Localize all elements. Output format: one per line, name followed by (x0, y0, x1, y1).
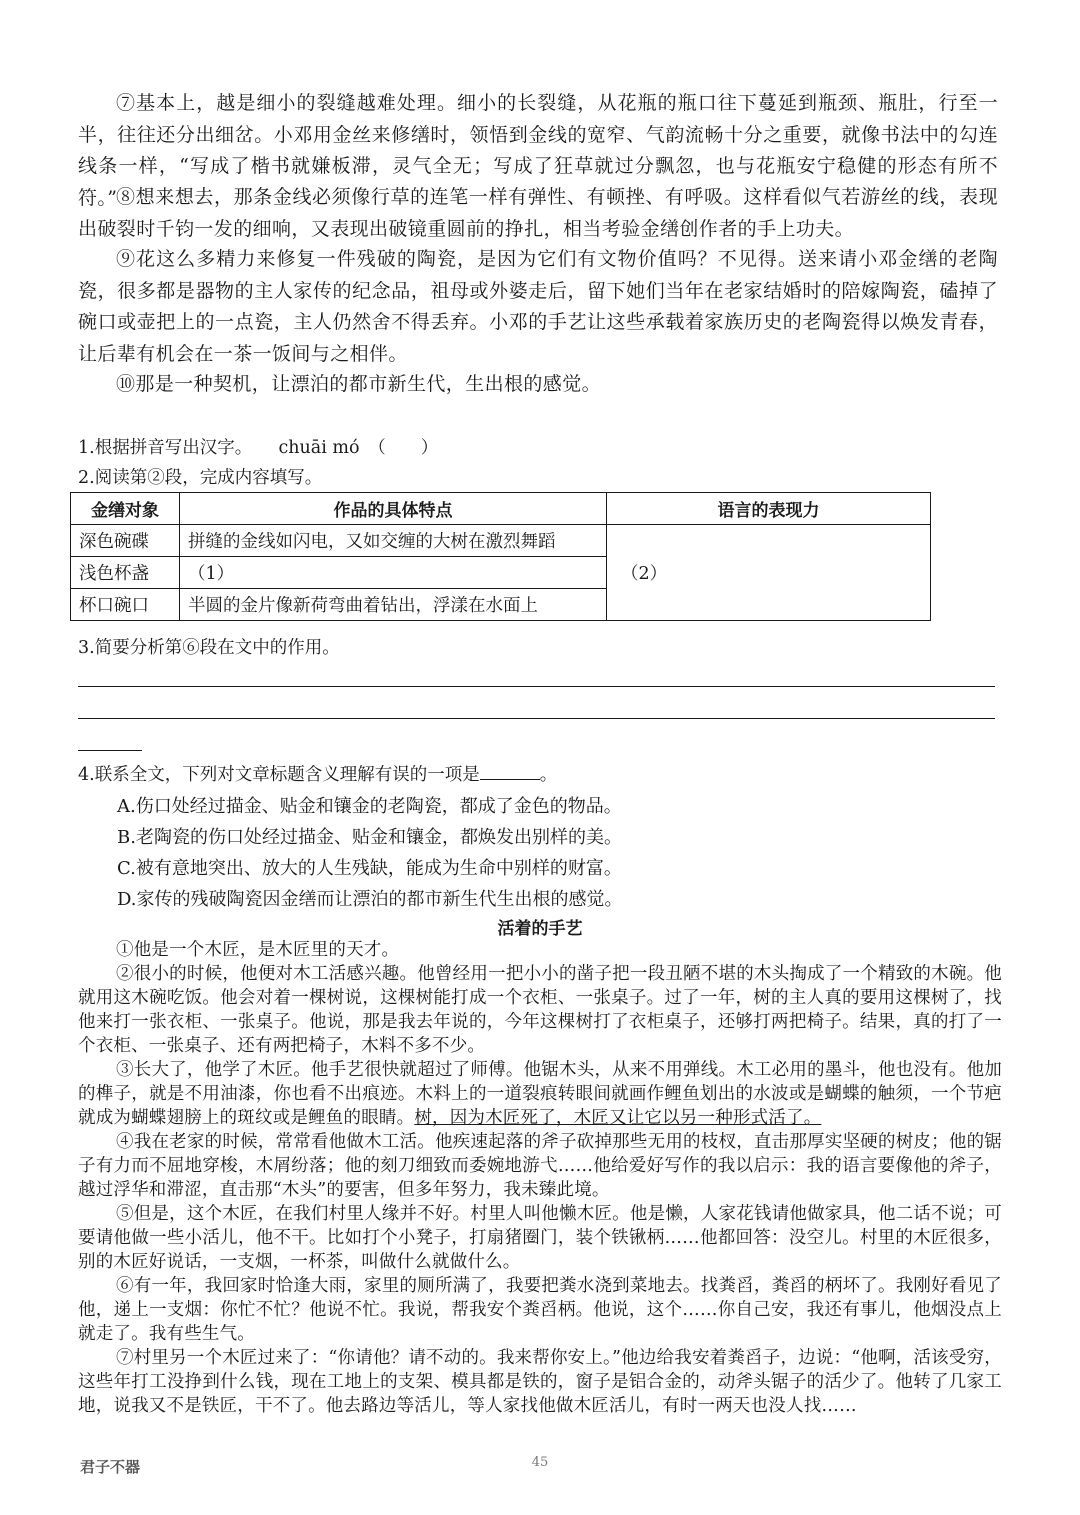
table-cell: 深色碗碟 (71, 525, 180, 557)
article-title: 活着的手艺 (497, 919, 583, 939)
table-header: 作品的具体特点 (180, 493, 607, 525)
article2-paragraph-2: ②很小的时候，他便对木工活感兴趣。他曾经用一把小小的凿子把一段丑陋不堪的木头掏成了一个精致的木碗。他就用这木碗吃饭。他会对着一棵树说，这棵树能打成一个衣柜、一张桌子。过了一年，树的主人真的要用这棵树了，找他来打一张衣柜、一张桌子。他说，那是我去年说的，今年这棵树打了衣柜桌子，还够打两把椅子。结果，真的打了一个衣柜、一张桌子、还有两把椅子，木料不多不少。 (78, 964, 1002, 1056)
table-header: 语言的表现力 (607, 493, 931, 525)
answer-line[interactable] (78, 750, 142, 751)
paragraph-7: ⑦基本上，越是细小的裂缝越难处理。细小的长裂缝，从花瓶的瓶口往下蔓延到瓶颈、瓶肚，行至一半，往往还分出细岔。小邓用金丝来修缮时，领悟到金线的宽窄、气韵流畅十分之重要，就像书法中的勾连线条一样，“写成了楷书就嫌板滞，灵气全无；写成了狂草就过分飘忽，也与花瓶安宁稳健的形态有所不符。” (78, 92, 998, 209)
table-header: 金缮对象 (71, 493, 180, 525)
article2-paragraph-3 (78, 1058, 1002, 1130)
article2-paragraph-5: ⑤但是，这个木匠，在我们村里人缘并不好。村里人叫他懒木匠。他是懒，人家花钱请他做家具，他二话不说；可要请他做一些小活儿，他不干。比如打个小凳子，打扇猪圈门，装个铁锹柄……他都回答：没空儿。村里的木匠很多，别的木匠好说话，一支烟，一杯茶，叫做什么就做什么。 (78, 1204, 1002, 1272)
question-1: 1.根据拼音写出汉字。 chuāi mó （ ） (78, 438, 439, 458)
answer-line[interactable] (78, 686, 995, 687)
option-d[interactable]: D.家传的残破陶瓷因金缮而让漂泊的都市新生代生出根的感觉。 (117, 889, 623, 910)
table-cell: 杯口碗口 (71, 589, 180, 621)
paragraph-3-text: ③长大了，他学了木匠。他手艺很快就超过了师傅。他锯木头，从来不用弹线。木工必用的墨斗，他也没有。他加的榫子，就是不用油漆，你也看不出痕迹。木料上的一道裂痕转眼间就画作鲤鱼划出的水波或是蝴蝶的触须，一个节疤就成为蝴蝶翅膀上的斑纹或是鲤鱼的眼睛。 (78, 1060, 1002, 1128)
answer-blank[interactable] (480, 765, 540, 780)
table-merged-cell[interactable]: （2） (607, 525, 931, 621)
question-3: 3.简要分析第⑥段在文中的作用。 (78, 638, 340, 658)
paragraph-10: ⑩那是一种契机，让漂泊的都市新生代，生出根的感觉。 (116, 373, 602, 395)
paragraph-8: ⑧想来想去，那条金线必须像行草的连笔一样有弹性、有顿挫、有呼吸。这样看似气若游丝的线，表现出破裂时千钧一发的细响，又表现出破镜重圆前的挣扎，相当考验金缮创作者的手上功夫。 (78, 186, 998, 240)
question-4-suffix: 。 (539, 765, 558, 785)
table-cell: 拼缝的金线如闪电，又如交缠的大树在激烈舞蹈 (180, 525, 607, 557)
article2-paragraph-7: ⑦村里另一个木匠过来了：“你请他？请不动的。我来帮你安上。”他边给我安着粪舀子，边说：“他啊，活该受穷，这些年打工没挣到什么钱，现在工地上的支架、模具都是铁的，窗子是铝合金的，动斧头锯子的活少了。他转了几家工地，说我又不是铁匠，干不了。他去路边等活儿，等人家找他做木匠活儿，有时一两天也没人找…… (78, 1348, 1002, 1416)
table-cell: 浅色杯盏 (71, 557, 180, 589)
page-number: 45 (531, 1455, 549, 1470)
question-4-text: 4.联系全文，下列对文章标题含义理解有误的一项是 (78, 765, 480, 785)
option-b[interactable]: B.老陶瓷的伤口处经过描金、贴金和镶金，都焕发出别样的美。 (117, 827, 622, 848)
paragraph-9: ⑨花这么多精力来修复一件残破的陶瓷，是因为它们有文物价值吗？不见得。送来请小邓金缮的老陶瓷，很多都是器物的主人家传的纪念品，祖母或外婆走后，留下她们当年在老家结婚时的陪嫁陶瓷，磕掉了碗口或壶把上的一点瓷，主人仍然舍不得丢弃。小邓的手艺让这些承载着家族历史的老陶瓷得以焕发青春，让后辈有机会在一茶一饭间与之相伴。 (78, 248, 998, 365)
question-2: 2.阅读第②段，完成内容填写。 (78, 468, 323, 488)
article2-paragraph-6: ⑥有一年，我回家时恰逢大雨，家里的厕所满了，我要把粪水浇到菜地去。找粪舀，粪舀的柄坏了。我刚好看见了他，递上一支烟：你忙不忙？他说不忙。我说，帮我安个粪舀柄。他说，这个……你自己安，我还有事儿，他烟没点上就走了。我有些生气。 (78, 1276, 1002, 1344)
fill-in-table (70, 492, 931, 621)
article2-paragraph-4: ④我在老家的时候，常常看他做木工活。他疾速起落的斧子砍掉那些无用的枝杈，直击那厚实坚硬的树皮；他的锯子有力而不屈地穿梭，木屑纷落；他的刻刀细致而委婉地游弋……他给爱好写作的我以启示：我的语言要像他的斧子，越过浮华和滞涩，直击那“木头”的要害，但多年努力，我未臻此境。 (78, 1132, 1002, 1200)
table-row (71, 525, 931, 557)
table-cell: 半圆的金片像新荷弯曲着钻出，浮漾在水面上 (180, 589, 607, 621)
option-a[interactable]: A.伤口处经过描金、贴金和镶金的老陶瓷，都成了金色的物品。 (117, 796, 622, 817)
question-4 (78, 763, 998, 787)
table-cell[interactable]: （1） (180, 557, 607, 589)
underlined-sentence: 树，因为木匠死了，木匠又让它以另一种形式活了。 (414, 1108, 822, 1128)
footer-brand: 君子不器 (80, 1458, 141, 1476)
table-header-row (71, 493, 931, 525)
answer-line[interactable] (78, 718, 995, 719)
article2-paragraph-1: ①他是一个木匠，是木匠里的天才。 (116, 940, 400, 960)
option-c[interactable]: C.被有意地突出、放大的人生残缺，能成为生命中别样的财富。 (117, 858, 622, 879)
